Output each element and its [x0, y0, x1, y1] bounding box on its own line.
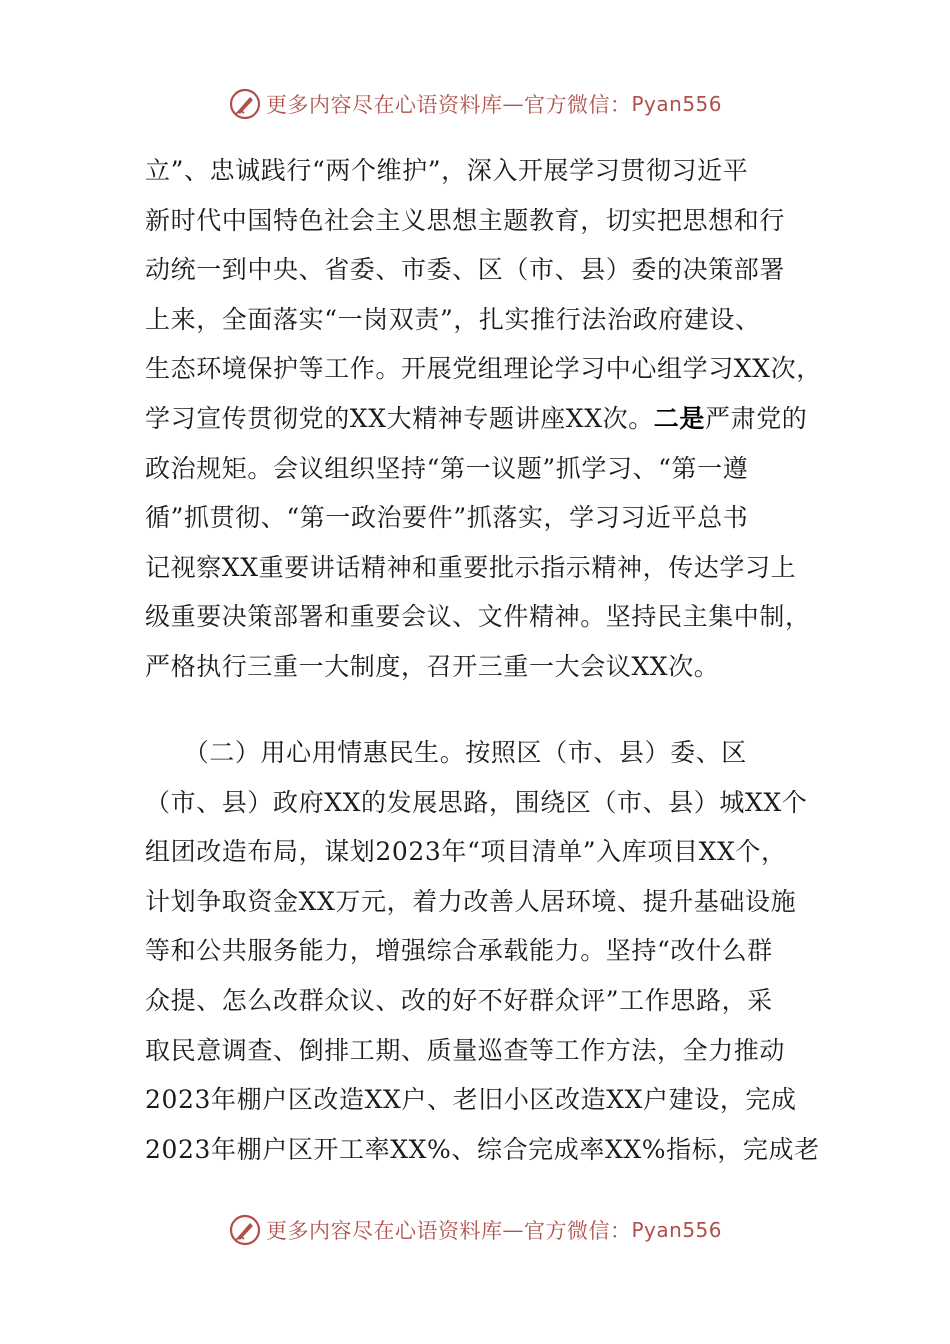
- watermark-wechat-id: Pyan556: [631, 1218, 722, 1242]
- emphasis-text: 二是: [653, 403, 705, 433]
- text-line: 2023年棚户区改造XX户、老旧小区改造XX户建设，完成: [145, 1085, 797, 1115]
- text-line: 众提、怎么改群众议、改的好不好群众评”工作思路，采: [145, 985, 773, 1015]
- watermark-site-text: 更多内容尽在心语资料库: [265, 1219, 503, 1243]
- text-line: 动统一到中央、省委、市委、区（市、县）委的决策部署: [145, 255, 786, 285]
- text-line: 严格执行三重一大制度，召开三重一大会议XX次。: [145, 651, 720, 681]
- watermark-wechat-id: Pyan556: [631, 92, 722, 116]
- body-paragraph-2: [145, 728, 820, 1174]
- text-line: 生态环境保护等工作。开展党组理论学习中心组学习XX次，: [145, 354, 822, 384]
- header-watermark: [0, 84, 950, 124]
- text-line: 上来，全面落实“一岗双责”，扎实推行法治政府建设、: [145, 304, 761, 334]
- pen-logo-icon: [228, 87, 262, 121]
- text-segment: 学习宣传贯彻党的XX大精神专题讲座XX次。: [145, 403, 654, 433]
- text-line: 新时代中国特色社会主义思想主题教育，切实把思想和行: [145, 205, 786, 235]
- text-line: [145, 394, 815, 444]
- text-line: 政治规矩。会议组织坚持“第一议题”抓学习、“第一遵: [145, 453, 749, 483]
- text-line: 级重要决策部署和重要会议、文件精神。坚持民主集中制，: [145, 602, 811, 632]
- watermark-dash: —: [502, 1218, 524, 1242]
- watermark-wechat-label: 官方微信：: [523, 1219, 632, 1243]
- text-line: （二）用心用情惠民生。按照区（市、县）委、区: [145, 738, 747, 767]
- footer-watermark: [0, 1210, 950, 1250]
- text-line: （市、县）政府XX的发展思路，围绕区（市、县）城XX个: [145, 787, 808, 817]
- text-line: 2023年棚户区开工率XX%、综合完成率XX%指标，完成老: [145, 1134, 820, 1164]
- pen-logo-icon: [228, 1213, 262, 1247]
- text-segment: 严肃党的: [705, 403, 808, 433]
- text-line: 组团改造布局，谋划2023年“项目清单”入库项目XX个，: [145, 837, 787, 867]
- watermark-wechat-label: 官方微信：: [523, 93, 632, 117]
- text-line: 取民意调查、倒排工期、质量巡查等工作方法，全力推动: [145, 1035, 786, 1065]
- text-line: 循”抓贯彻、“第一政治要件”抓落实，学习习近平总书: [145, 503, 749, 533]
- watermark-site-text: 更多内容尽在心语资料库: [265, 93, 503, 117]
- text-line: 计划争取资金XX万元，着力改善人居环境、提升基础设施: [145, 886, 797, 916]
- watermark-dash: —: [502, 92, 524, 116]
- body-paragraph-1: [145, 146, 822, 692]
- text-line: 等和公共服务能力，增强综合承载能力。坚持“改什么群: [145, 936, 773, 966]
- text-line: 立”、忠诚践行“两个维护”，深入开展学习贯彻习近平: [145, 156, 749, 185]
- text-line: 记视察XX重要讲话精神和重要批示指示精神，传达学习上: [145, 552, 797, 582]
